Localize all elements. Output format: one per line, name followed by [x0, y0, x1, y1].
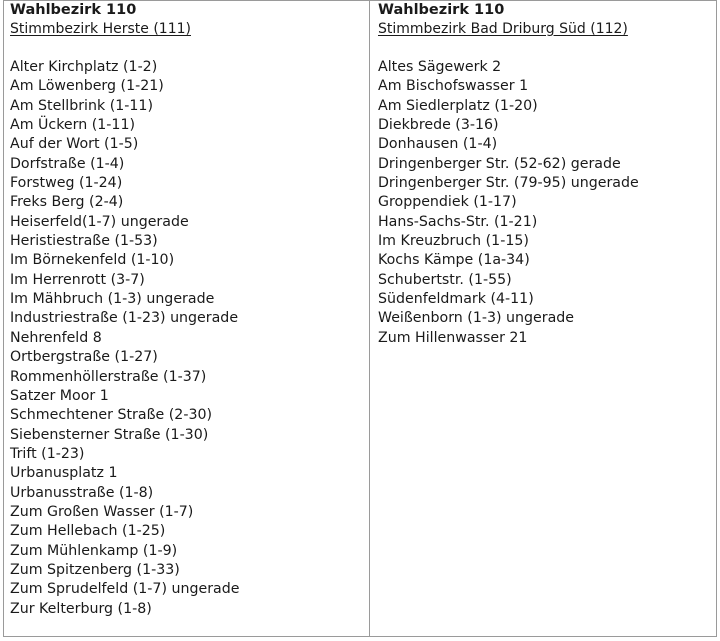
- street-item: Zum Sprudelfeld (1-7) ungerade: [10, 581, 240, 598]
- street-item: Zum Großen Wasser (1-7): [10, 503, 194, 520]
- street-item: Industriestraße (1-23) ungerade: [10, 310, 239, 327]
- street-item: Kochs Kämpe (1a-34): [378, 252, 530, 269]
- district-title: Wahlbezirk 110: [10, 2, 137, 18]
- street-item: Urbanusplatz 1: [10, 465, 118, 482]
- street-item: Dringenberger Str. (79-95) ungerade: [378, 175, 639, 192]
- street-item: Dorfstraße (1-4): [10, 155, 125, 172]
- street-item: Schmechtener Straße (2-30): [10, 407, 213, 424]
- street-item: Rommenhöllerstraße (1-37): [10, 368, 207, 385]
- district-title: Wahlbezirk 110: [378, 2, 505, 18]
- street-item: Am Bischofswasser 1: [378, 78, 529, 95]
- street-item: Zum Spitzenberg (1-33): [10, 561, 180, 578]
- street-list: [378, 58, 716, 348]
- street-item: Am Siedlerplatz (1-20): [378, 97, 538, 114]
- street-item: Alter Kirchplatz (1-2): [10, 59, 158, 75]
- street-item: Hans-Sachs-Str. (1-21): [378, 213, 538, 230]
- street-item: Schubertstr. (1-55): [378, 271, 512, 288]
- street-item: Im Herrenrott (3-7): [10, 271, 145, 288]
- street-item: Heristiestraße (1-53): [10, 233, 158, 250]
- street-item: Im Börnekenfeld (1-10): [10, 252, 175, 269]
- district-subtitle: Stimmbezirk Herste (111): [10, 21, 191, 37]
- street-item: Am Ückern (1-11): [10, 117, 136, 134]
- street-item: Am Stellbrink (1-11): [10, 97, 153, 114]
- street-item: Ortbergstraße (1-27): [10, 349, 158, 366]
- street-item: Zum Hellebach (1-25): [10, 523, 166, 540]
- street-item: Satzer Moor 1: [10, 387, 109, 404]
- district-subtitle: Stimmbezirk Bad Driburg Süd (112): [378, 21, 628, 37]
- street-list: [10, 58, 369, 619]
- street-item: Weißenborn (1-3) ungerade: [378, 310, 575, 327]
- street-item: Am Löwenberg (1-21): [10, 78, 164, 95]
- street-item: Freks Berg (2-4): [10, 194, 124, 211]
- street-item: Forstweg (1-24): [10, 175, 123, 192]
- street-item: Donhausen (1-4): [378, 136, 498, 153]
- street-item: Diekbrede (3-16): [378, 117, 499, 134]
- street-item: Auf der Wort (1-5): [10, 136, 139, 153]
- street-item: Nehrenfeld 8: [10, 329, 102, 346]
- street-item: Trift (1-23): [10, 445, 85, 462]
- street-item: Groppendiek (1-17): [378, 194, 517, 211]
- street-item: Zum Hillenwasser 21: [378, 329, 528, 346]
- district-column-herste: [4, 1, 370, 636]
- district-column-bad-driburg-sued: [370, 1, 716, 636]
- street-item: Heiserfeld(1-7) ungerade: [10, 213, 189, 230]
- street-item: Im Kreuzbruch (1-15): [378, 233, 529, 250]
- street-item: Urbanusstraße (1-8): [10, 484, 154, 501]
- street-item: Dringenberger Str. (52-62) gerade: [378, 155, 621, 172]
- district-table: [3, 0, 717, 637]
- street-item: Südenfeldmark (4-11): [378, 291, 534, 308]
- street-item: Siebensterner Straße (1-30): [10, 426, 209, 443]
- street-item: Altes Sägewerk 2: [378, 59, 502, 75]
- street-item: Im Mähbruch (1-3) ungerade: [10, 291, 215, 308]
- street-item: Zum Mühlenkamp (1-9): [10, 542, 178, 559]
- street-item: Zur Kelterburg (1-8): [10, 600, 152, 617]
